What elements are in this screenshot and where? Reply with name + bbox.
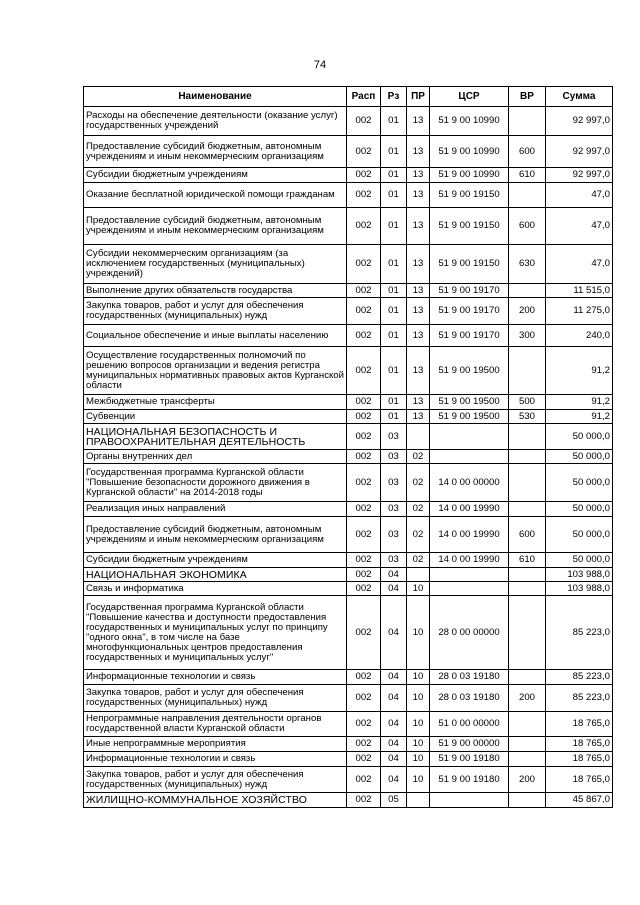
table-row [84, 464, 613, 502]
cell-name: Предоставление субсидий бюджетным, автономным учреждениям и иным некоммерческим организациям [84, 136, 347, 168]
cell-csr: 51 9 00 19170 [430, 284, 509, 298]
cell-vr [509, 568, 546, 582]
cell-rasp: 002 [347, 670, 381, 685]
cell-sum: 11 275,0 [546, 298, 613, 325]
cell-csr [430, 424, 509, 450]
cell-vr [509, 284, 546, 298]
cell-name: Субсидии бюджетным учреждениям [84, 168, 347, 183]
table-row [84, 395, 613, 410]
cell-sum: 47,0 [546, 183, 613, 208]
cell-vr [509, 737, 546, 752]
cell-rasp: 002 [347, 596, 381, 670]
cell-sum: 50 000,0 [546, 450, 613, 464]
cell-sum: 240,0 [546, 325, 613, 347]
cell-rz: 03 [381, 450, 407, 464]
cell-sum: 92 997,0 [546, 168, 613, 183]
cell-vr: 200 [509, 767, 546, 793]
cell-pr: 10 [407, 737, 430, 752]
cell-name: Предоставление субсидий бюджетным, автономным учреждениям и иным некоммерческим организациям [84, 208, 347, 245]
cell-pr: 10 [407, 670, 430, 685]
cell-csr: 51 9 00 19500 [430, 410, 509, 424]
table-row [84, 517, 613, 553]
col-header-name: Наименование [84, 87, 347, 107]
cell-rasp: 002 [347, 325, 381, 347]
cell-rz: 04 [381, 582, 407, 596]
cell-vr: 200 [509, 298, 546, 325]
cell-pr: 10 [407, 685, 430, 712]
col-header-pr: ПР [407, 87, 430, 107]
cell-rasp: 002 [347, 410, 381, 424]
table-row [84, 568, 613, 582]
cell-rasp: 002 [347, 136, 381, 168]
cell-csr: 51 9 00 19170 [430, 325, 509, 347]
cell-rasp: 002 [347, 183, 381, 208]
cell-vr: 610 [509, 168, 546, 183]
cell-sum: 50 000,0 [546, 424, 613, 450]
table-row [84, 424, 613, 450]
cell-rz: 03 [381, 424, 407, 450]
cell-sum: 50 000,0 [546, 502, 613, 517]
cell-name: Оказание бесплатной юридической помощи гражданам [84, 183, 347, 208]
cell-csr: 51 9 00 19180 [430, 767, 509, 793]
cell-rz: 01 [381, 325, 407, 347]
cell-sum: 18 765,0 [546, 712, 613, 737]
cell-rz: 01 [381, 136, 407, 168]
cell-rz: 01 [381, 245, 407, 284]
table-row [84, 596, 613, 670]
cell-vr [509, 752, 546, 767]
cell-sum: 103 988,0 [546, 568, 613, 582]
table-row [84, 183, 613, 208]
table-row [84, 685, 613, 712]
table-row [84, 107, 613, 136]
cell-vr: 600 [509, 136, 546, 168]
cell-sum: 11 515,0 [546, 284, 613, 298]
table-row [84, 712, 613, 737]
cell-rasp: 002 [347, 517, 381, 553]
cell-rasp: 002 [347, 107, 381, 136]
cell-sum: 91,2 [546, 395, 613, 410]
cell-name: ЖИЛИЩНО-КОММУНАЛЬНОЕ ХОЗЯЙСТВО [84, 793, 347, 808]
cell-vr: 200 [509, 685, 546, 712]
cell-sum: 50 000,0 [546, 517, 613, 553]
cell-rz: 01 [381, 347, 407, 395]
cell-name: Предоставление субсидий бюджетным, автономным учреждениям и иным некоммерческим организациям [84, 517, 347, 553]
cell-csr: 51 9 00 10990 [430, 136, 509, 168]
cell-rz: 01 [381, 410, 407, 424]
cell-rasp: 002 [347, 568, 381, 582]
cell-csr: 51 9 00 19150 [430, 208, 509, 245]
cell-csr: 51 9 00 19500 [430, 395, 509, 410]
cell-vr: 300 [509, 325, 546, 347]
table-row [84, 284, 613, 298]
cell-vr: 600 [509, 208, 546, 245]
cell-rasp: 002 [347, 737, 381, 752]
cell-csr [430, 450, 509, 464]
cell-rz: 04 [381, 712, 407, 737]
cell-pr: 13 [407, 168, 430, 183]
table-row [84, 450, 613, 464]
cell-pr: 13 [407, 284, 430, 298]
cell-rz: 01 [381, 284, 407, 298]
cell-sum: 92 997,0 [546, 107, 613, 136]
table-row [84, 298, 613, 325]
cell-pr [407, 793, 430, 808]
table-header-row [84, 87, 613, 107]
table-row [84, 793, 613, 808]
cell-rasp: 002 [347, 450, 381, 464]
cell-pr: 02 [407, 502, 430, 517]
table-row [84, 553, 613, 568]
cell-pr [407, 424, 430, 450]
cell-vr: 610 [509, 553, 546, 568]
table-row [84, 502, 613, 517]
cell-name: Реализация иных направлений [84, 502, 347, 517]
cell-pr: 13 [407, 107, 430, 136]
cell-name: НАЦИОНАЛЬНАЯ ЭКОНОМИКА [84, 568, 347, 582]
cell-csr: 14 0 00 19990 [430, 502, 509, 517]
cell-sum: 50 000,0 [546, 464, 613, 502]
cell-name: Субвенции [84, 410, 347, 424]
table-row [84, 245, 613, 284]
cell-vr [509, 347, 546, 395]
cell-name: НАЦИОНАЛЬНАЯ БЕЗОПАСНОСТЬ И ПРАВООХРАНИТЕЛЬНАЯ ДЕЯТЕЛЬНОСТЬ [84, 424, 347, 450]
cell-pr [407, 568, 430, 582]
cell-csr [430, 582, 509, 596]
cell-pr: 13 [407, 136, 430, 168]
table-row [84, 347, 613, 395]
cell-csr: 51 9 00 19500 [430, 347, 509, 395]
cell-name: Непрограммные направления деятельности органов государственной власти Курганской области [84, 712, 347, 737]
table-row [84, 737, 613, 752]
cell-vr [509, 450, 546, 464]
col-header-sum: Сумма [546, 87, 613, 107]
cell-csr: 51 9 00 19180 [430, 752, 509, 767]
cell-csr: 51 9 00 10990 [430, 168, 509, 183]
cell-rz: 01 [381, 298, 407, 325]
cell-sum: 50 000,0 [546, 553, 613, 568]
cell-rz: 01 [381, 183, 407, 208]
cell-pr: 13 [407, 183, 430, 208]
cell-name: Межбюджетные трансферты [84, 395, 347, 410]
cell-csr [430, 568, 509, 582]
cell-vr [509, 793, 546, 808]
cell-name: Государственная программа Курганской области "Повышение безопасности дорожного движения в Курганской области" на 2014-2018 годы [84, 464, 347, 502]
cell-pr: 10 [407, 752, 430, 767]
cell-pr: 02 [407, 517, 430, 553]
cell-csr: 28 0 00 00000 [430, 596, 509, 670]
cell-rasp: 002 [347, 208, 381, 245]
table-body [84, 107, 613, 808]
cell-rasp: 002 [347, 712, 381, 737]
table-row [84, 136, 613, 168]
cell-rasp: 002 [347, 767, 381, 793]
cell-pr: 10 [407, 582, 430, 596]
cell-name: Социальное обеспечение и иные выплаты населению [84, 325, 347, 347]
cell-pr: 13 [407, 410, 430, 424]
cell-csr: 14 0 00 19990 [430, 553, 509, 568]
cell-name: Расходы на обеспечение деятельности (оказание услуг) государственных учреждений [84, 107, 347, 136]
cell-pr: 13 [407, 208, 430, 245]
cell-pr: 13 [407, 347, 430, 395]
cell-name: Органы внутренних дел [84, 450, 347, 464]
cell-pr: 02 [407, 553, 430, 568]
cell-sum: 47,0 [546, 245, 613, 284]
cell-rz: 03 [381, 464, 407, 502]
table-row [84, 168, 613, 183]
cell-sum: 47,0 [546, 208, 613, 245]
cell-rz: 04 [381, 767, 407, 793]
table-row [84, 582, 613, 596]
cell-vr [509, 670, 546, 685]
cell-rasp: 002 [347, 582, 381, 596]
cell-vr [509, 183, 546, 208]
cell-pr: 10 [407, 712, 430, 737]
table-row [84, 670, 613, 685]
cell-rasp: 002 [347, 685, 381, 712]
cell-rz: 01 [381, 107, 407, 136]
cell-rz: 04 [381, 752, 407, 767]
cell-rz: 03 [381, 553, 407, 568]
cell-rz: 04 [381, 737, 407, 752]
cell-name: Связь и информатика [84, 582, 347, 596]
cell-pr: 13 [407, 298, 430, 325]
cell-pr: 13 [407, 395, 430, 410]
cell-rasp: 002 [347, 553, 381, 568]
cell-csr: 28 0 03 19180 [430, 685, 509, 712]
cell-rz: 03 [381, 502, 407, 517]
cell-name: Закупка товаров, работ и услуг для обеспечения государственных (муниципальных) нужд [84, 298, 347, 325]
cell-sum: 85 223,0 [546, 685, 613, 712]
cell-vr [509, 424, 546, 450]
cell-name: Субсидии некоммерческим организациям (за исключением государственных (муниципальных) учреждений) [84, 245, 347, 284]
cell-rz: 04 [381, 568, 407, 582]
cell-name: Государственная программа Курганской области "Повышение качества и доступности предоставления государственных и муниципальных услуг по принципу "одного окна", в том числе на базе многофункциональных центров предоставления государственных и муниципальных услуг" [84, 596, 347, 670]
cell-csr: 14 0 00 00000 [430, 464, 509, 502]
cell-csr: 51 9 00 00000 [430, 737, 509, 752]
col-header-csr: ЦСР [430, 87, 509, 107]
cell-name: Осуществление государственных полномочий по решению вопросов организации и ведения регистра муниципальных нормативных правовых актов Курганской области [84, 347, 347, 395]
table-row [84, 410, 613, 424]
cell-name: Иные непрограммные мероприятия [84, 737, 347, 752]
cell-name: Информационные технологии и связь [84, 670, 347, 685]
cell-vr [509, 464, 546, 502]
table-row [84, 208, 613, 245]
cell-vr: 530 [509, 410, 546, 424]
table-row [84, 325, 613, 347]
col-header-rasp: Расп [347, 87, 381, 107]
cell-sum: 18 765,0 [546, 737, 613, 752]
cell-rasp: 002 [347, 793, 381, 808]
cell-name: Информационные технологии и связь [84, 752, 347, 767]
col-header-rz: Рз [381, 87, 407, 107]
budget-table [83, 86, 613, 808]
cell-sum: 103 988,0 [546, 582, 613, 596]
cell-csr: 14 0 00 19990 [430, 517, 509, 553]
cell-vr [509, 582, 546, 596]
cell-sum: 91,2 [546, 347, 613, 395]
cell-rasp: 002 [347, 752, 381, 767]
table-row [84, 767, 613, 793]
cell-pr: 02 [407, 464, 430, 502]
cell-rasp: 002 [347, 245, 381, 284]
cell-sum: 85 223,0 [546, 670, 613, 685]
cell-pr: 13 [407, 245, 430, 284]
cell-rz: 04 [381, 596, 407, 670]
cell-csr: 51 9 00 19150 [430, 245, 509, 284]
cell-vr: 600 [509, 517, 546, 553]
cell-rz: 03 [381, 517, 407, 553]
cell-rasp: 002 [347, 424, 381, 450]
cell-rz: 04 [381, 670, 407, 685]
cell-csr [430, 793, 509, 808]
cell-csr: 51 9 00 10990 [430, 107, 509, 136]
cell-csr: 51 9 00 19170 [430, 298, 509, 325]
cell-csr: 51 9 00 19150 [430, 183, 509, 208]
cell-rz: 01 [381, 395, 407, 410]
table-row [84, 752, 613, 767]
cell-sum: 92 997,0 [546, 136, 613, 168]
cell-csr: 51 0 00 00000 [430, 712, 509, 737]
cell-pr: 13 [407, 325, 430, 347]
cell-sum: 18 765,0 [546, 752, 613, 767]
cell-name: Закупка товаров, работ и услуг для обеспечения государственных (муниципальных) нужд [84, 767, 347, 793]
cell-vr [509, 107, 546, 136]
cell-name: Выполнение других обязательств государства [84, 284, 347, 298]
cell-rz: 01 [381, 168, 407, 183]
cell-rasp: 002 [347, 502, 381, 517]
cell-rasp: 002 [347, 395, 381, 410]
col-header-vr: ВР [509, 87, 546, 107]
cell-rz: 05 [381, 793, 407, 808]
cell-rasp: 002 [347, 298, 381, 325]
cell-rasp: 002 [347, 464, 381, 502]
cell-pr: 02 [407, 450, 430, 464]
cell-sum: 18 765,0 [546, 767, 613, 793]
cell-pr: 10 [407, 596, 430, 670]
cell-sum: 45 867,0 [546, 793, 613, 808]
cell-rz: 01 [381, 208, 407, 245]
cell-csr: 28 0 03 19180 [430, 670, 509, 685]
cell-vr [509, 712, 546, 737]
cell-sum: 91,2 [546, 410, 613, 424]
cell-vr: 500 [509, 395, 546, 410]
cell-rasp: 002 [347, 284, 381, 298]
cell-rz: 04 [381, 685, 407, 712]
cell-vr: 630 [509, 245, 546, 284]
cell-sum: 85 223,0 [546, 596, 613, 670]
cell-name: Субсидии бюджетным учреждениям [84, 553, 347, 568]
cell-pr: 10 [407, 767, 430, 793]
page-number: 74 [313, 59, 327, 71]
cell-name: Закупка товаров, работ и услуг для обеспечения государственных (муниципальных) нужд [84, 685, 347, 712]
cell-rasp: 002 [347, 347, 381, 395]
cell-vr [509, 596, 546, 670]
cell-rasp: 002 [347, 168, 381, 183]
cell-vr [509, 502, 546, 517]
